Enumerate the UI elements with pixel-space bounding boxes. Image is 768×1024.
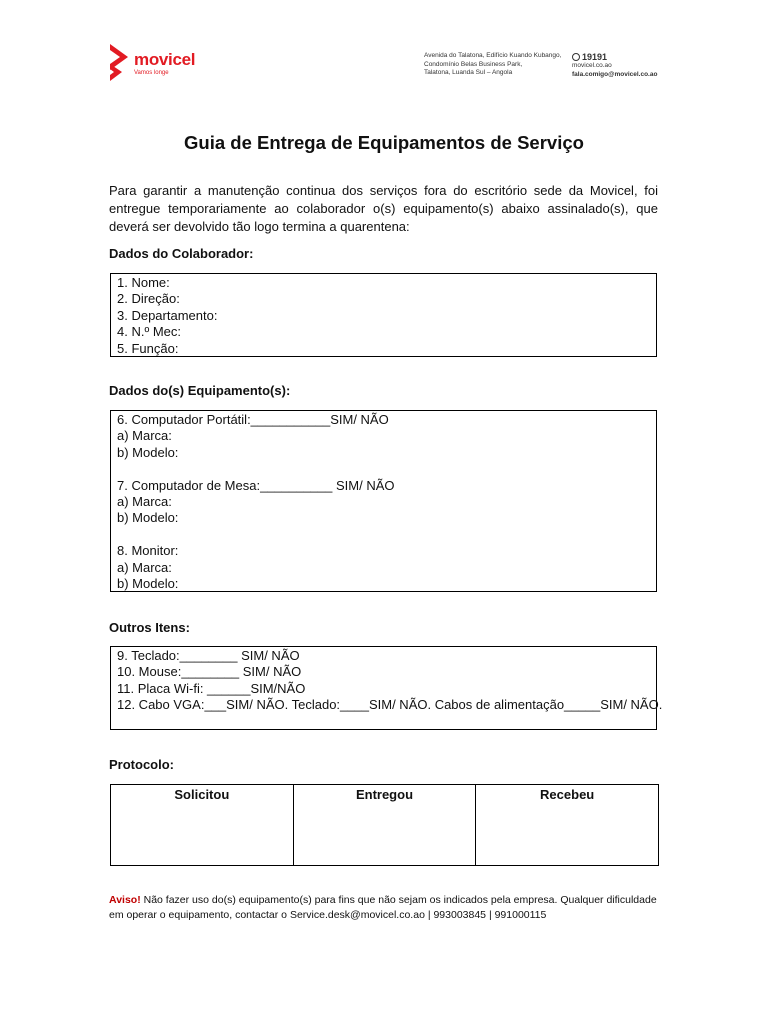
form-field: 12. Cabo VGA:___SIM/ NÃO. Teclado:____SIM/ NÃO. Cabos de alimentação_____SIM/ NÃO.	[117, 697, 663, 713]
address-line: Talatona, Luanda Sul – Angola	[424, 69, 513, 76]
address-line: Avenida do Talatona, Edifício Kuando Kubango,	[424, 52, 562, 59]
protocolo-column-entregou: Entregou	[293, 785, 476, 866]
spacer-line	[117, 527, 650, 543]
brand-name: movicel	[134, 50, 196, 69]
form-field: 11. Placa Wi-fi: ______SIM/NÃO	[117, 680, 306, 696]
equipamentos-box	[110, 410, 657, 592]
company-address	[424, 52, 561, 78]
form-field: 1. Nome:	[117, 275, 170, 290]
intro-paragraph: Para garantir a manutenção continua dos serviços fora do escritório sede da Movicel, foi entregue temporariamente ao colaborador o(s) equipamento(s) abaixo assinalado(s), que deverá ser devolvido tão logo termina a quarentena:	[109, 183, 658, 234]
form-field: b) Modelo:	[117, 510, 179, 526]
form-field: a) Marca:	[117, 494, 172, 510]
movicel-logo-mark-icon	[108, 44, 130, 82]
footer-notice	[109, 893, 661, 923]
movicel-logo	[108, 44, 195, 82]
protocolo-column-solicitou: Solicitou	[111, 785, 294, 866]
address-line: Condomínio Belas Business Park,	[424, 60, 523, 68]
form-field: 10. Mouse:________ SIM/ NÃO	[117, 664, 302, 680]
colaborador-box	[110, 273, 657, 357]
colaborador-section-label: Dados do Colaborador:	[109, 246, 254, 261]
form-field: 5. Função:	[117, 340, 179, 356]
brand-tagline: Vamos longe	[134, 70, 169, 76]
page-title: Guia de Entrega de Equipamentos de Serviço	[184, 132, 584, 153]
form-field: a) Marca:	[117, 559, 172, 575]
form-field: 9. Teclado:________ SIM/ NÃO	[117, 648, 300, 663]
protocolo-section-label: Protocolo:	[109, 757, 174, 772]
website: movicel.co.ao	[572, 62, 612, 69]
form-field: 6. Computador Portátil:___________SIM/ NÃO	[117, 412, 389, 427]
form-field: a) Marca:	[117, 428, 172, 444]
aviso-text: Não fazer uso do(s) equipamento(s) para fins que não sejam os indicados pela empresa. Qualquer dificuldade em operar o equipamento, contactar o Service.desk@movicel.co.ao | 993003845 | 991000115	[109, 894, 657, 921]
outros-section-label: Outros Itens:	[109, 620, 190, 635]
aviso-label: Aviso!	[109, 894, 141, 906]
letterhead	[108, 44, 688, 84]
company-contacts	[572, 52, 657, 79]
protocolo-column-recebeu: Recebeu	[476, 785, 659, 866]
form-field: b) Modelo:	[117, 444, 179, 460]
outros-box	[110, 646, 663, 730]
equipamentos-section-label: Dados do(s) Equipamento(s):	[109, 383, 291, 398]
form-field: 7. Computador de Mesa:__________ SIM/ NÃO	[117, 477, 395, 493]
protocolo-table	[110, 784, 659, 866]
spacer-line	[117, 461, 650, 477]
form-field: 8. Monitor:	[117, 543, 179, 559]
phone-number: 19191	[572, 52, 657, 62]
form-field: 3. Departamento:	[117, 307, 218, 323]
contact-email: fala.comigo@movicel.co.ao	[572, 70, 658, 78]
form-field: 4. N.º Mec:	[117, 324, 181, 340]
form-field: b) Modelo:	[117, 576, 179, 592]
form-field: 2. Direção:	[117, 291, 180, 307]
phone-icon	[572, 53, 580, 61]
